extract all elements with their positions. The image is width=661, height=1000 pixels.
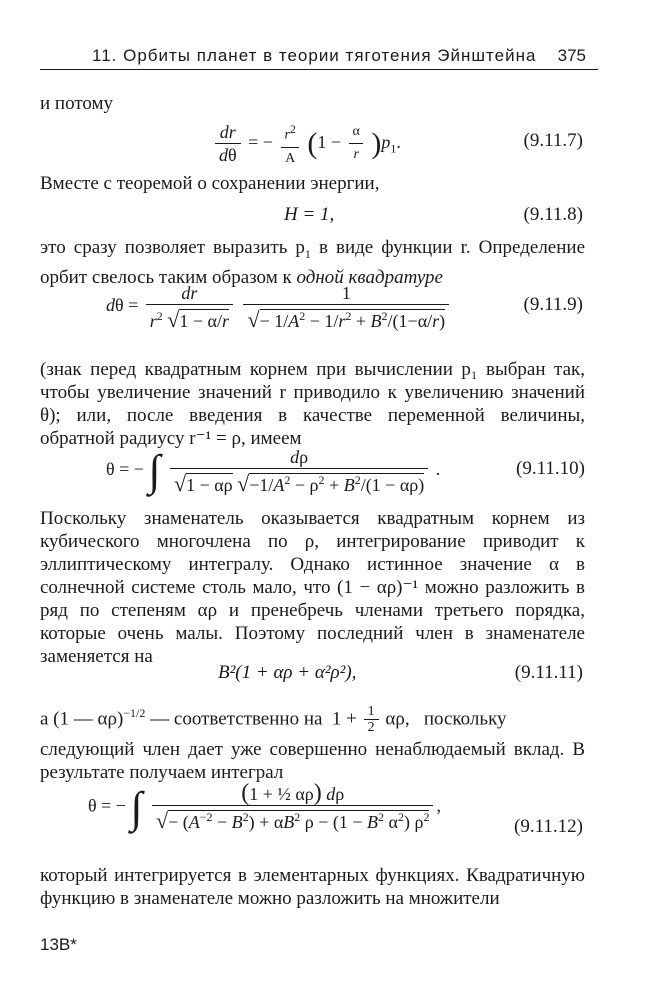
paragraph-elliptic: Поскольку знаменатель оказывается квадратным корнем из кубического многочлена по ρ, интегрирование приводит к эллиптическому интегралу. Однако истинное значение α в солнечной системе столь мало, что (1 − αρ)⁻¹ можно разложить в ряд по степеням αρ и пренебречь членами третьего порядка, которые очень малы. Поэтому последний член в знаменателе заменяется на	[40, 508, 585, 667]
paragraph-quadrature	[40, 236, 585, 289]
equation-9-11-12: θ = − ∫ $\frac{\text{(1 + ½ αρ) dρ}}{√- (A^{-2} - B^2) + \alpha B^2 \rho - (1 - B^2 \alpha^2) \rho^2}$ ,	[88, 780, 441, 833]
page-header	[40, 40, 598, 74]
equation-9-11-11-expr: B²(1 + αρ + α²ρ²),	[218, 662, 357, 683]
paragraph-quadrature-italic: одной квадратуре	[296, 266, 443, 288]
paragraph-energy: Вместе с теоремой о сохранении энергии,	[40, 173, 380, 194]
page-number: 375	[557, 46, 586, 65]
equation-9-11-7: $\frac{dr}{d\theta}$ = − $\frac{r^2}{A}$ (1 − $\frac{\alpha}{r}$ )$p_1$.	[212, 118, 401, 170]
paragraph-expansion-sup: −1/2	[123, 706, 146, 720]
equation-9-11-8	[284, 204, 334, 226]
paragraph-quadrature-b: в виде функции r. Определение орбит свелось таким образом к	[40, 237, 586, 288]
running-title: 11. Орбиты планет в теории тяготения Эйнштейна	[92, 46, 537, 65]
equation-number-9-11-9: (9.11.9)	[523, 294, 583, 315]
paragraph-expansion: а (1 — αρ)$^{-1/2}$ — соответственно на 1 + $\frac{1}{2}$ αρ, поскольку	[40, 704, 507, 736]
header-rule	[40, 69, 598, 70]
equation-9-11-11	[218, 662, 356, 684]
paragraph-quadrature-sub: 1	[304, 246, 311, 261]
paragraph-factorization: который интегрируется в элементарных функциях. Квадратичную функцию в знаменателе можно разложить на множители	[40, 865, 585, 909]
equation-number-9-11-7: (9.11.7)	[523, 130, 583, 151]
equation-number-9-11-11: (9.11.11)	[514, 662, 583, 683]
paragraph-expansion-c: поскольку	[423, 708, 507, 730]
paragraph-integral-intro: следующий член дает уже совершенно ненаблюдаемый вклад. В результате получаем интеграл	[40, 739, 585, 783]
paragraph-intro: и потому	[40, 93, 114, 114]
equation-9-11-8-lhs: H = 1,	[284, 204, 335, 225]
equation-number-9-11-10: (9.11.10)	[516, 458, 585, 479]
paragraph-expansion-b: — соответственно на	[145, 708, 323, 730]
equation-9-11-9: dθ = $\frac{dr}{r^2 √1 - \alpha/r}$ $\frac{1}{√- 1/A^2 - 1/r^2 + B^2/(1-\alpha/r)}$	[106, 282, 452, 332]
paragraph-sign-note: (знак перед квадратным корнем при вычислении p₁ выбран так, чтобы увеличение значений r приводило к увеличению значений θ); или, после введения в качестве переменной величины, обратной радиусу r⁻¹ = ρ, имеем	[40, 359, 585, 449]
paragraph-quadrature-a: это сразу позволяет выразить p	[40, 237, 305, 258]
equation-9-11-10: θ = − ∫ $\frac{d\rho}{√1 - \alpha\rho √-1/A^2 - \rho^2 + B^2/(1 - \alpha\rho)}$ .	[106, 446, 441, 496]
equation-number-9-11-8: (9.11.8)	[523, 204, 583, 225]
equation-number-9-11-12: (9.11.12)	[514, 816, 583, 837]
paragraph-expansion-a: а (1 — αρ)	[40, 708, 124, 730]
signature-mark: 13B*	[40, 935, 77, 954]
